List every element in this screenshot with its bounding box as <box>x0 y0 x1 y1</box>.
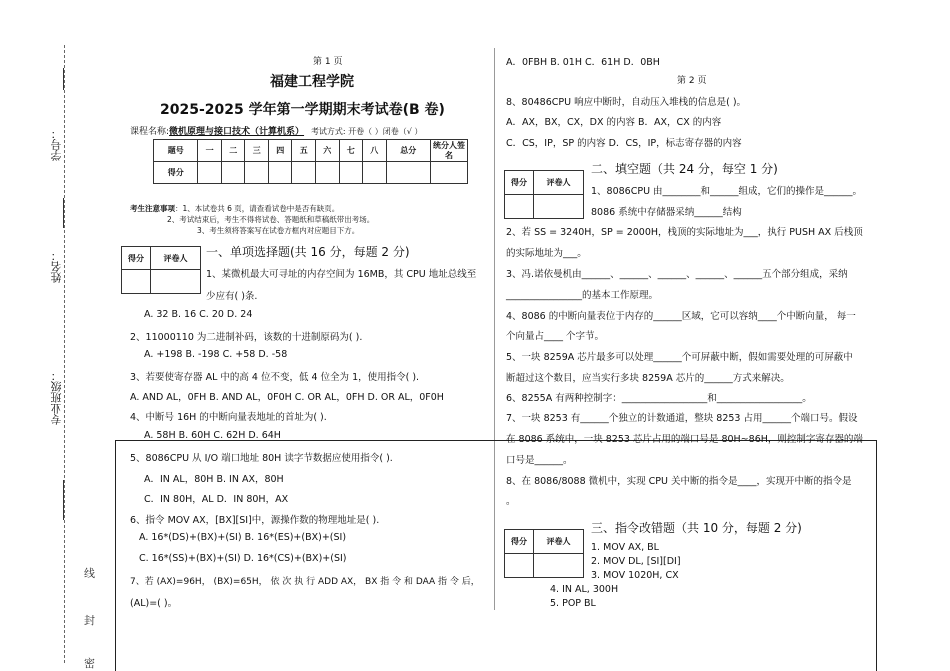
section2-line: 口号是______。 <box>506 455 573 466</box>
score-cell[interactable] <box>339 162 363 184</box>
section2-line: 4、8086 的中断向量表位于内存的______区域，它可以容纳____个中断向量， 每一 <box>506 311 856 322</box>
score-header-cell: 八 <box>363 140 387 162</box>
section1-line: 5、8086CPU 从 I/O 端口地址 80H 读字节数据应使用指令( ). <box>130 453 393 464</box>
score-header-cell: 四 <box>268 140 292 162</box>
score-cell[interactable] <box>363 162 387 184</box>
section1-line: 2、11000110 为二进制补码，该数的十进制原码为( ). <box>130 332 363 343</box>
score-table-score-row <box>154 162 468 184</box>
course-label: 课程名称: <box>130 127 170 137</box>
score-header-cell: 统分人签名 <box>431 140 468 162</box>
course-name: 微机原理与接口技术（计算机系） <box>169 127 305 137</box>
grader-score-label: 得分 <box>505 171 534 195</box>
score-table <box>153 139 468 184</box>
exam-title: 2025-2025 学年第一学期期末考试卷(B 卷) <box>160 102 445 118</box>
score-cell[interactable] <box>268 162 292 184</box>
grader-score-cell[interactable] <box>505 554 534 578</box>
grader-score-cell[interactable] <box>505 195 534 219</box>
section1-line: 3、若要使寄存器 AL 中的高 4 位不变，低 4 位全为 1，使用指令( ). <box>130 372 420 383</box>
student-id-label: 学号： <box>50 128 63 161</box>
section1-line: A. +198 B. -198 C. +58 D. -58 <box>144 349 288 360</box>
grader-reviewer-label: 评卷人 <box>151 247 201 270</box>
section1-line: A. 58H B. 60H C. 62H D. 64H <box>144 430 281 441</box>
seal-char-secret: 密 <box>84 657 95 670</box>
section2-line: 2、若 SS = 3240H，SP = 2000H，栈顶的实际地址为___，执行 PUSH AX 后栈顶 <box>506 227 863 238</box>
section2-line: 1、8086CPU 由________和______组成，它们的操作是______。 <box>591 186 863 197</box>
note-line-3: 3、考生须将答案写在试卷方框内对应题目下方。 <box>197 226 360 235</box>
section3-title: 三、指令改错题（共 10 分，每题 2 分) <box>591 521 802 535</box>
right-line: 8、80486CPU 响应中断时，自动压入堆栈的信息是( )。 <box>506 97 747 108</box>
name-label: 姓名： <box>50 250 63 283</box>
score-header-cell: 题号 <box>154 140 198 162</box>
section1-line: 7、若 (AX)=96H， (BX)=65H， 依 次 执 行 ADD AX， BX 指 令 和 DAA 指 令 后， <box>130 577 480 587</box>
section1-line: (AL)=( )。 <box>130 598 178 609</box>
grader-reviewer-cell[interactable] <box>151 270 201 294</box>
exam-notes <box>130 203 374 236</box>
section1-grader-box <box>121 246 201 294</box>
section3-line: 5. POP BL <box>550 598 596 609</box>
section2-line: 。 <box>506 496 516 507</box>
section3-line: 4. IN AL, 300H <box>550 584 619 595</box>
section1-line: 少应有( )条. <box>206 291 258 302</box>
section2-grader-box <box>504 170 584 219</box>
student-id-fill-line <box>63 68 64 90</box>
section1-line: A．IN AL，80H B. IN AX，80H <box>144 474 284 485</box>
page-number-1: 第 1 页 <box>313 57 343 67</box>
score-header-cell: 三 <box>245 140 269 162</box>
exam-mode: 考试方式: 开卷（ ）闭卷（√ ） <box>310 127 423 136</box>
score-cell[interactable] <box>431 162 468 184</box>
right-line: A．AX，BX，CX，DX 的内容 B．AX，CX 的内容 <box>506 117 722 128</box>
section1-line: A. AND AL，0FH B. AND AL，0F0H C. OR AL，0FH D. OR AL，0F0H <box>130 392 444 403</box>
school-name: 福建工程学院 <box>270 74 354 90</box>
section3-grader-box <box>504 529 584 578</box>
right-line: C．CS，IP，SP 的内容 D．CS，IP，标志寄存器的内容 <box>506 138 742 149</box>
section3-line: 1. MOV AX, BL <box>591 542 659 553</box>
section1-line: 1、某微机最大可寻址的内存空间为 16MB，其 CPU 地址总线至 <box>206 269 477 280</box>
score-cell[interactable] <box>386 162 430 184</box>
score-header-cell: 总分 <box>386 140 430 162</box>
course-line <box>130 124 422 137</box>
section1-line: A. 32 B. 16 C. 20 D. 24 <box>144 309 253 320</box>
score-cell[interactable] <box>292 162 316 184</box>
section2-line: ________________的基本工作原理。 <box>506 290 659 301</box>
section2-line: 3、冯.诺依曼机由______、______、______、______、______五个部分组成，采纳 <box>506 269 848 280</box>
page-number-2: 第 2 页 <box>677 76 707 86</box>
section2-line: 的实际地址为___。 <box>506 248 587 259</box>
score-table-header-row <box>154 140 468 162</box>
score-header-cell: 二 <box>221 140 245 162</box>
score-cell[interactable] <box>316 162 340 184</box>
score-header-cell: 一 <box>198 140 222 162</box>
section2-line: 6、8255A 有两种控制字：__________________和__________________。 <box>506 393 812 404</box>
score-cell[interactable] <box>245 162 269 184</box>
score-cell[interactable] <box>198 162 222 184</box>
major-class-fill-line <box>63 480 64 520</box>
note-line-1 <box>130 203 374 214</box>
grader-reviewer-cell[interactable] <box>534 195 584 219</box>
seal-char-line: 线 <box>84 567 95 580</box>
section1-line: A. 16*(DS)+(BX)+(SI) B. 16*(ES)+(BX)+(SI) <box>139 532 347 543</box>
score-header-cell: 七 <box>339 140 363 162</box>
score-header-cell: 五 <box>292 140 316 162</box>
section1-line: 6、指令 MOV AX，[BX][SI]中，源操作数的物理地址是( ). <box>130 515 380 526</box>
grader-score-label: 得分 <box>505 530 534 554</box>
section2-line: 个向量占____ 个字节。 <box>506 331 605 342</box>
section2-line: 8、在 8086/8088 微机中，实现 CPU 关中断的指令是____，实现开中断的指令是 <box>506 476 852 487</box>
score-header-cell: 六 <box>316 140 340 162</box>
section3-line: 3. MOV 1020H, CX <box>591 570 679 581</box>
section2-line: 8086 系统中存储器采纳______结构 <box>591 207 742 218</box>
major-class-label: 专业班级： <box>50 370 63 425</box>
section1-line: C．IN 80H，AL D．IN 80H，AX <box>144 494 289 505</box>
section1-line: C. 16*(SS)+(BX)+(SI) D. 16*(CS)+(BX)+(SI) <box>139 553 347 564</box>
section2-line: 在 8086 系统中，一块 8253 芯片占用的端口号是 80H~86H，则控制字寄存器的端 <box>506 434 863 445</box>
seal-char-seal: 封 <box>84 614 95 627</box>
note-text: ：1、本试卷共 6 页，请查看试卷中是否有缺页。 <box>175 204 340 213</box>
grader-reviewer-cell[interactable] <box>534 554 584 578</box>
section2-line: 5、一块 8259A 芯片最多可以处理______个可屏蔽中断，假如需要处理的可屏蔽中 <box>506 352 853 363</box>
note-line-2: 2、考试结束后，考生不得将试卷、答题纸和草稿纸带出考场。 <box>167 215 375 224</box>
section1-title: 一、单项选择题(共 16 分，每题 2 分) <box>206 245 410 259</box>
grader-reviewer-label: 评卷人 <box>534 171 584 195</box>
q7-options: A．0FBH B. 01H C．61H D．0BH <box>506 57 660 68</box>
name-fill-line <box>63 198 64 228</box>
score-cell[interactable] <box>221 162 245 184</box>
grader-score-cell[interactable] <box>122 270 151 294</box>
section2-line: 7、一块 8253 有______个独立的计数通道，整块 8253 占用______个端口号。假设 <box>506 413 858 424</box>
notes-title: 考生注意事项 <box>130 204 175 213</box>
grader-score-label: 得分 <box>122 247 151 270</box>
section2-title: 二、填空题（共 24 分，每空 1 分) <box>591 162 778 176</box>
section2-line: 断超过这个数目，应当实行多块 8259A 芯片的______方式来解决。 <box>506 373 790 384</box>
section3-line: 2. MOV DL, [SI][DI] <box>591 556 681 567</box>
grader-reviewer-label: 评卷人 <box>534 530 584 554</box>
section1-line: 4、中断号 16H 的中断向量表地址的首址为( ). <box>130 412 327 423</box>
score-row-label: 得分 <box>154 162 198 184</box>
